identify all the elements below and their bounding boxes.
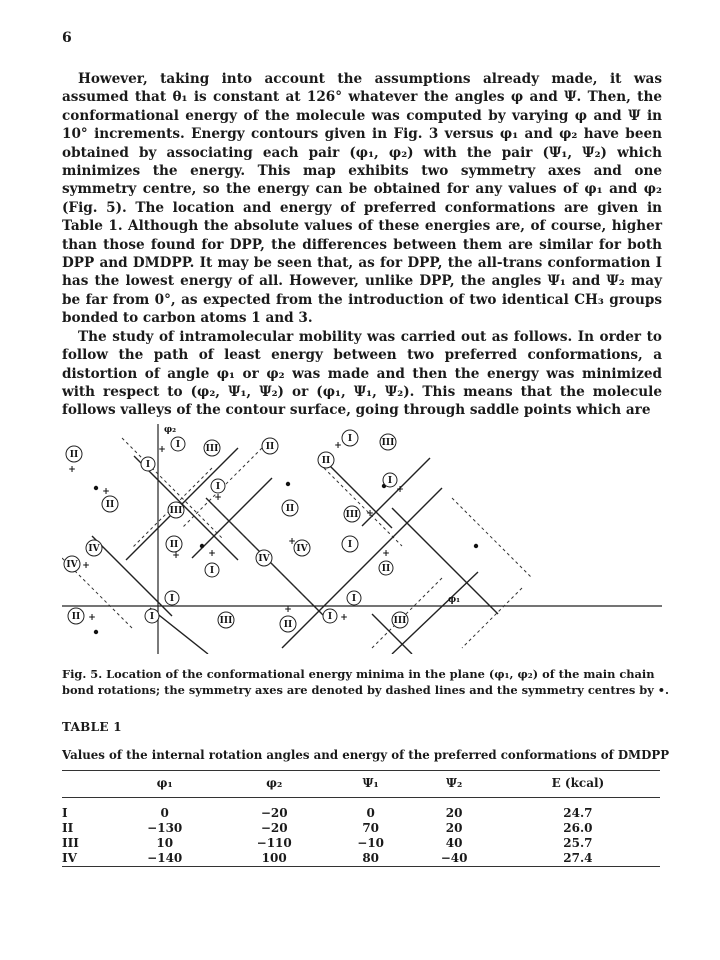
table-row (62, 821, 660, 836)
table-row (62, 851, 660, 867)
svg-text:+: + (396, 485, 404, 495)
table-cell: 27.4 (563, 851, 593, 865)
table-cell: IV (62, 851, 77, 865)
svg-text:III: III (205, 444, 219, 454)
table-cell: −110 (256, 836, 292, 850)
svg-text:I: I (347, 540, 353, 550)
svg-text:I: I (209, 566, 215, 576)
svg-text:+: + (382, 549, 390, 559)
svg-text:I: I (175, 440, 181, 450)
table-cell: −20 (260, 821, 288, 835)
table-cell: I (62, 806, 68, 820)
conformation-map (62, 418, 662, 654)
table-cell: 100 (261, 851, 287, 865)
table-cell: 40 (445, 836, 463, 850)
svg-text:II: II (169, 540, 179, 550)
svg-text:I: I (215, 482, 221, 492)
svg-text:+: + (208, 549, 216, 559)
svg-text:III: III (393, 616, 407, 626)
table-cell: 24.7 (563, 806, 593, 820)
svg-text:+: + (102, 487, 110, 497)
svg-text:+: + (340, 613, 348, 623)
svg-text:+: + (284, 605, 292, 615)
svg-text:II: II (381, 564, 391, 574)
svg-text:+: + (158, 445, 166, 455)
body-text (62, 70, 662, 420)
table-cell: 70 (362, 821, 380, 835)
table-cell: 20 (445, 821, 463, 835)
table-cell: 25.7 (563, 836, 593, 850)
svg-text:I: I (149, 612, 155, 622)
svg-text:I: I (169, 594, 175, 604)
conformation-table (62, 770, 660, 867)
table-header: φ₂ (266, 776, 283, 790)
table-cell: 0 (366, 806, 375, 820)
table-cell: 0 (160, 806, 169, 820)
svg-text:+: + (68, 465, 76, 475)
table-cell: 26.0 (563, 821, 593, 835)
table-cell: −130 (147, 821, 183, 835)
table-cell: 20 (445, 806, 463, 820)
table-cell: 10 (156, 836, 174, 850)
table-cell: 80 (362, 851, 380, 865)
table-row (62, 836, 660, 851)
svg-text:I: I (145, 460, 151, 470)
svg-text:II: II (71, 612, 81, 622)
table-cell: −20 (260, 806, 288, 820)
bottom-minima-markers (68, 591, 408, 632)
svg-text:III: III (345, 510, 359, 520)
svg-text:I: I (351, 594, 357, 604)
svg-text:+: + (366, 509, 374, 519)
svg-text:+: + (172, 551, 180, 561)
table-cell: III (62, 836, 79, 850)
table-header: Ψ₂ (446, 776, 463, 790)
table-header (62, 771, 110, 798)
svg-text:II: II (69, 450, 79, 460)
figure-5 (62, 418, 662, 654)
table-row (62, 798, 660, 822)
figure-caption: Fig. 5. Location of the conformational energy minima in the plane (φ₁, φ₂) of the main chain bond rotations; the symmetry axes are denoted by dashed lines and the symmetry centres by •. (62, 667, 670, 697)
table-caption: Values of the internal rotation angles and energy of the preferred conformations of DMDPP (62, 748, 670, 762)
table-header: φ₁ (156, 776, 173, 790)
svg-text:IV: IV (66, 560, 78, 570)
table-cell: II (62, 821, 74, 835)
svg-text:II: II (265, 442, 275, 452)
table-title: TABLE 1 (62, 720, 122, 734)
svg-text:IV: IV (258, 554, 270, 564)
svg-text:IV: IV (88, 544, 100, 554)
svg-text:I: I (347, 434, 353, 444)
svg-text:I: I (327, 612, 333, 622)
svg-text:+: + (334, 441, 342, 451)
table-header-row (62, 771, 660, 798)
phi1-axis-label: φ₁ (448, 595, 461, 605)
table-header: Ψ₁ (362, 776, 379, 790)
svg-text:II: II (283, 620, 293, 630)
table-cell: −140 (147, 851, 183, 865)
phi2-axis-label: φ₂ (164, 425, 177, 435)
page-number: 6 (62, 30, 72, 46)
svg-text:III: III (219, 616, 233, 626)
svg-text:+: + (288, 537, 296, 547)
svg-text:III: III (381, 438, 395, 448)
paragraph-1: However, taking into account the assumptions already made, it was assumed that θ₁ is constant at 126° whatever the angles φ and Ψ. Then, the conformational energy of the molecule was computed by varying φ and Ψ in 10° increments. Energy contours given in Fig. 3 versus φ₁ and φ₂ have been obtained by associating each pair (φ₁, φ₂) with the pair (Ψ₁, Ψ₂) which minimizes the energy. This map exhibits two symmetry axes and one symmetry centre, so the energy can be obtained for any values of φ₁ and φ₂ (Fig. 5). The location and energy of preferred conformations are given in Table 1. Although the absolute values of these energies are, of course, higher than those found for DPP, the differences between them are similar for both DPP and DMDPP. It may be seen that, as for DPP, the all-trans conformation I has the lowest energy of all. However, unlike DPP, the angles Ψ₁ and Ψ₂ may be far from 0°, as expected from the introduction of two identical CH₃ groups bonded to carbon atoms 1 and 3. (62, 71, 662, 327)
table-header: E (kcal) (551, 776, 605, 790)
svg-text:III: III (169, 506, 183, 516)
table-cell: −10 (357, 836, 385, 850)
svg-text:+: + (82, 561, 90, 571)
svg-text:II: II (105, 500, 115, 510)
svg-text:+: + (88, 613, 96, 623)
paragraph-2: The study of intramolecular mobility was carried out as follows. In order to follow the path of least energy between two preferred conformations, a distortion of angle φ₁ or φ₂ was made and then the energy was minimized with respect to (φ₂, Ψ₁, Ψ₂) or (φ₁, Ψ₁, Ψ₂). This means that the molecule follows valleys of the contour surface, going through saddle points which are (62, 328, 662, 419)
svg-text:II: II (285, 504, 295, 514)
svg-text:IV: IV (296, 544, 308, 554)
svg-text:I: I (387, 476, 393, 486)
svg-text:+: + (214, 493, 222, 503)
svg-text:II: II (321, 456, 331, 466)
table-cell: −40 (440, 851, 468, 865)
